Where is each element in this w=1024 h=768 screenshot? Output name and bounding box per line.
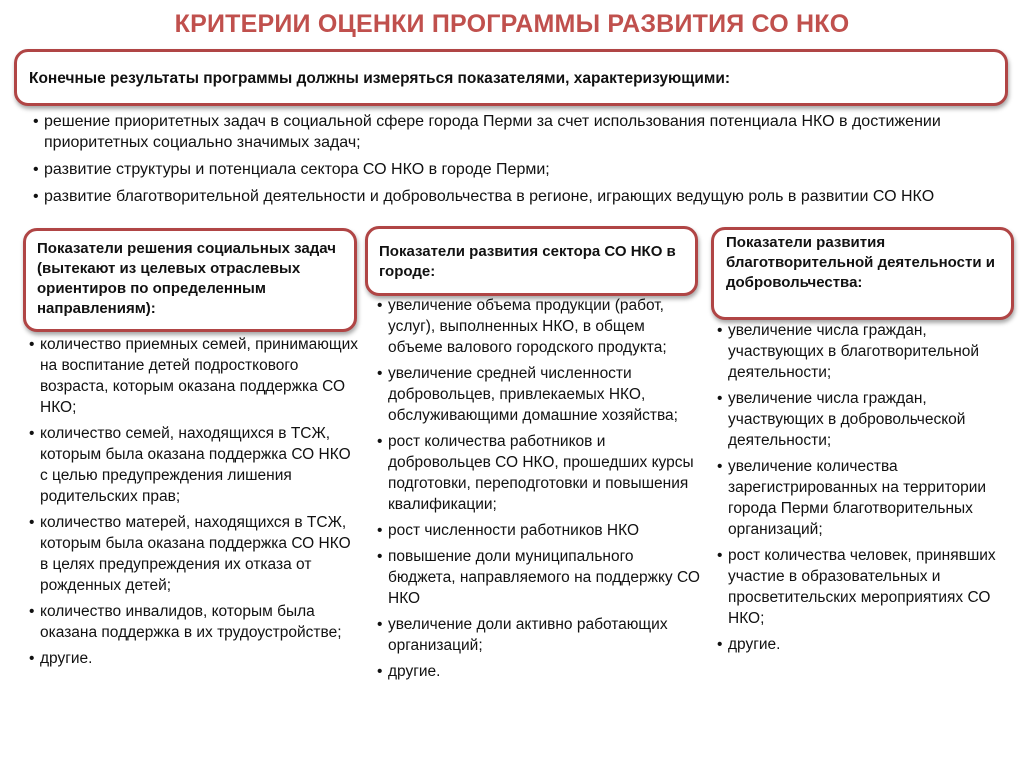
list-item-text: рост количества человек, принявших участие в образовательных и просветительских мероприятиях СО НКО; [728,547,996,627]
list-item [377,614,700,656]
social-tasks-list [29,334,360,674]
list-item [377,295,700,358]
list-item [717,545,1008,629]
list-item [717,634,1008,655]
list-item [377,520,700,541]
charity-list [717,320,1008,660]
list-item-text: развитие благотворительной деятельности и добровольчества в регионе, играющих ведущую роль в развитии СО НКО [44,188,935,205]
bullet: • [33,188,39,205]
list-item [717,320,1008,383]
column-heading: Показатели решения социальных задач (вытекают из целевых отраслевых ориентиров по определенным направлениям): [37,240,336,317]
list-item [377,661,700,682]
bullet: • [33,113,39,130]
list-item-text: развитие структуры и потенциала сектора СО НКО в городе Перми; [44,161,550,178]
list-item-text: количество матерей, находящихся в ТСЖ, которым была оказана поддержка СО НКО в целях предупреждения их отказа от рожденных детей; [40,514,351,594]
list-item [29,334,360,418]
main-criteria-text: Конечные результаты программы должны измеряться показателями, характеризующими: [29,70,731,87]
list-item [717,388,1008,451]
list-item [33,111,1004,153]
list-item-text: другие. [728,636,781,653]
list-item [29,512,360,596]
list-item-text: решение приоритетных задач в социальной сфере города Перми за счет использования потенциала НКО в достижении приоритетных социально значимых задач; [44,113,941,151]
charity-heading-box [711,227,1014,320]
bullet: • [717,322,723,339]
bullet: • [717,390,723,407]
list-item-text: другие. [40,650,93,667]
column-heading: Показатели развития сектора СО НКО в городе: [379,243,676,280]
bullet: • [377,297,383,314]
list-item-text: количество семей, находящихся в ТСЖ, которым была оказана поддержка СО НКО с целью предупреждения лишения родительских прав; [40,425,351,505]
list-item [377,363,700,426]
top-criteria-list [33,111,1004,213]
list-item-text: увеличение средней численности добровольцев, привлекаемых НКО, обслуживающими домашние хозяйства; [388,365,678,424]
list-item-text: количество инвалидов, которым была оказана поддержка в их трудоустройстве; [40,603,342,641]
list-item-text: рост численности работников НКО [388,522,640,539]
bullet: • [29,650,35,667]
list-item [29,423,360,507]
bullet: • [717,458,723,475]
bullet: • [717,547,723,564]
bullet: • [377,522,383,539]
list-item [33,186,1004,207]
list-item [717,456,1008,540]
bullet: • [377,616,383,633]
main-criteria-box [14,49,1008,106]
list-item [33,159,1004,180]
page-title: КРИТЕРИИ ОЦЕНКИ ПРОГРАММЫ РАЗВИТИЯ СО НКО [174,10,850,38]
bullet: • [29,425,35,442]
bullet: • [377,433,383,450]
list-item [377,546,700,609]
list-item-text: увеличение доли активно работающих организаций; [388,616,668,654]
column-heading: Показатели развития благотворительной деятельности и добровольчества: [726,234,995,291]
list-item [377,431,700,515]
bullet: • [377,365,383,382]
list-item-text: рост количества работников и добровольцев СО НКО, прошедших курсы подготовки, переподготовки и повышения квалификации; [388,433,694,513]
bullet: • [29,603,35,620]
list-item [29,648,360,669]
list-item-text: увеличение числа граждан, участвующих в благотворительной деятельности; [728,322,980,381]
list-item-text: увеличение объема продукции (работ, услуг), выполненных НКО, в общем объеме валового городского продукта; [388,297,667,356]
sector-development-heading-box [365,226,698,296]
bullet: • [377,663,383,680]
list-item-text: другие. [388,663,441,680]
bullet: • [717,636,723,653]
bullet: • [377,548,383,565]
social-tasks-heading-box [23,228,357,332]
list-item-text: увеличение числа граждан, участвующих в добровольческой деятельности; [728,390,966,449]
list-item-text: повышение доли муниципального бюджета, направляемого на поддержку СО НКО [388,548,700,607]
bullet: • [29,514,35,531]
sector-development-list [377,295,700,687]
list-item-text: количество приемных семей, принимающих на воспитание детей подросткового возраста, которым оказана поддержка СО НКО; [40,336,359,416]
bullet: • [33,161,39,178]
list-item-text: увеличение количества зарегистрированных на территории города Перми благотворительных организаций; [728,458,987,538]
list-item [29,601,360,643]
bullet: • [29,336,35,353]
